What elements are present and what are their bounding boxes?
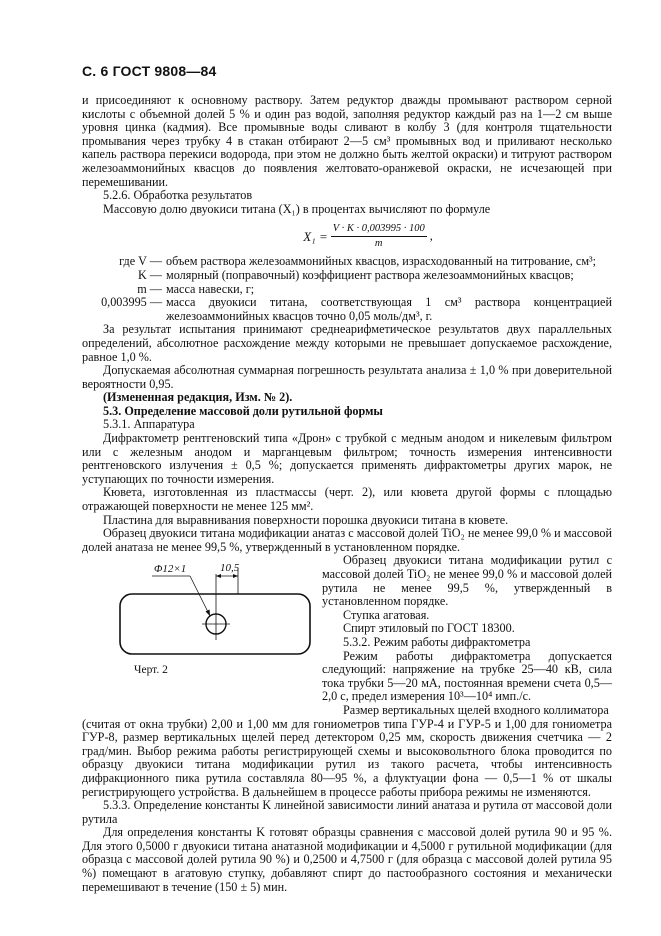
paragraph-plate: Пластина для выравнивания поверхности порошка двуокиси титана в кювете. — [103, 512, 509, 527]
paragraph-constant-k: Для определения константы K готовят образцы сравнения с массовой долей рутила 90 и 95 %. Для этого 0,5000 г двуокиси титана анатазной модификации и 4,5000 г рутильной модификации (для образца с массовой долей рутила 90 %) и 0,2500 и 4,7500 г (для образца с массовой долей рутила 95 %) помещают в агатовую ступку, добавляют спирт до пастообразного состояния и механически перемешивают в течение (150 ± 5) мин. — [82, 825, 612, 894]
paragraph-alcohol: Спирт этиловый по ГОСТ 18300. — [343, 621, 515, 636]
definition-term: m — — [137, 281, 162, 296]
section-5-3-3-title: 5.3.3. Определение константы K линейной зависимости линий анатаза и рутила от массовой доли рутила — [82, 798, 612, 826]
figure-side-text — [322, 554, 612, 717]
paragraph-mode: Режим работы дифрактометра допускается следующий: напряжение на трубке 25—40 кВ, сила тока трубки 5—20 мА, постоянная времени счета 0,5—2,0 с, предел измерения 10³—10⁴ имп./с. — [322, 648, 612, 704]
definition-constant — [82, 296, 612, 323]
cuvette-drawing — [82, 560, 322, 664]
paragraph-sample-rutile: Образец двуокиси титана модификации рутил с массовой долей TiO₂ не менее 99,0 % и массовой долей рутила не менее 99,5 %, утвержденный в установленном порядке. — [322, 553, 612, 609]
formula-comma: , — [429, 228, 433, 243]
formula-titanium-dioxide — [124, 219, 612, 253]
document-body — [82, 94, 612, 894]
definition-term: 0,003995 — — [101, 295, 162, 310]
arrow-left — [216, 574, 221, 578]
paragraph-result: За результат испытания принимают среднеарифметическое результатов двух параллельных определений, абсолютное расхождение между которыми не превышает допускаемое расхождение, равное 1,0 %. — [82, 322, 612, 364]
formula-intro: Массовую долю двуокиси титана (X₁) в процентах вычисляют по формуле — [103, 201, 491, 216]
leader-arrow — [206, 610, 211, 617]
leader-line — [190, 576, 210, 616]
formula-fraction — [331, 223, 427, 250]
definition-text: масса двуокиси титана, соответствующая 1 см³ раствора концентрацией железоаммонийных квасцов точно 0,05 моль/дм³, г. — [166, 295, 612, 323]
paragraph-slit-continued: (считая от окна трубки) 2,00 и 1,00 мм для гониометров типа ГУР-4 и ГУР-5 и 1,00 для гониометра ГУР-8, размер вертикальных щелей перед детектором 0,25 мм, скорость движения счетчика — 2 град/мин. Выбор режима работы регистрирующей схемы и высоковольтного блока проводится по образцу двуокиси титана модификации рутил из такого расчета, чтобы интенсивность дифракционного пика рутила составляла 80—95 %, а флуктуации фона — 0,5—1 % от шкалы регистрирующего устройства. В дальнейшем в процессе работы прибора режимы не изменяются. — [82, 716, 612, 799]
dimension-diameter-label: Φ12×1 — [154, 563, 187, 576]
amendment-note: (Измененная редакция, Изм. № 2). — [103, 390, 293, 405]
formula-numerator: V · K · 0,003995 · 100 — [331, 223, 427, 237]
arrow-right — [233, 574, 238, 578]
paragraph-slit-start: Размер вертикальных щелей входного коллиматора — [343, 702, 609, 717]
figure-section — [82, 554, 612, 717]
paragraph-diffractometer: Дифрактометр рентгеновский типа «Дрон» с трубкой с медным анодом и никелевым фильтром или с железным анодом и марганцевым фильтром; точность измерения интенсивности рентгеновского излучения ± 0,5 %; допускается применять дифрактометры других марок, не уступающих по точности измерения. — [82, 431, 612, 486]
definition-text: масса навески, г; — [166, 281, 255, 296]
section-5-2-6-title: 5.2.6. Обработка результатов — [103, 188, 253, 203]
paragraph-mortar: Ступка агатовая. — [343, 607, 430, 622]
definition-text: молярный (поправочный) коэффициент раствора железоаммонийных квасцов; — [166, 267, 574, 282]
definition-k — [82, 269, 612, 283]
section-5-3-2-title: 5.3.2. Режим работы дифрактометра — [343, 634, 531, 649]
section-5-3-title: 5.3. Определение массовой доли рутильной формы — [103, 403, 383, 418]
definition-term: где V — — [119, 254, 162, 269]
paragraph-sample-anatase: Образец двуокиси титана модификации анатаз с массовой долей TiO₂ не менее 99,0 % и массовой долей анатаза не менее 99,5 %, утвержденный в установленном порядке. — [82, 526, 612, 554]
definition-term: K — — [137, 267, 162, 282]
paragraph-error: Допускаемая абсолютная суммарная погрешность результата анализа ± 1,0 % при доверительной вероятности 0,95. — [82, 363, 612, 391]
definition-text: объем раствора железоаммонийных квасцов, израсходованный на титрование, см³; — [166, 254, 597, 269]
section-5-3-1-title: 5.3.1. Аппаратура — [103, 417, 195, 432]
dimension-offset-label: 10,5 — [220, 562, 240, 575]
figure-caption: Черт. 2 — [134, 664, 168, 677]
definition-m — [82, 283, 612, 297]
figure-cuvette — [82, 554, 322, 678]
definition-v — [82, 255, 612, 269]
formula-denominator: m — [374, 237, 383, 249]
paragraph-cuvette: Кювета, изготовленная из пластмассы (черт. 2), или кювета другой формы с площадью отражающей поверхности не менее 125 мм². — [82, 485, 612, 514]
page-header: С. 6 ГОСТ 9808—84 — [82, 63, 217, 79]
formula-lhs: X₁ = — [303, 228, 328, 244]
paragraph-continuation: и присоединяют к основному раствору. Затем редуктор дважды промывают раствором серной кислоты с объемной долей 5 % и один раз водой, заполняя редуктор каждый раз на 1—2 см выше уровня цинка (кадмия). Все промывные воды сливают в колбу 3 (для контроля тщательности промывания через трубку 4 в стакан отбирают 2—5 см³ промывных вод и приливают несколько капель раствора перекиси водорода, при этом не должно быть желтой окраски) и титруют раствором железоаммонийных квасцов до появления желтовато-оранжевой окраски, не исчезающей при перемешивании. — [82, 93, 612, 189]
